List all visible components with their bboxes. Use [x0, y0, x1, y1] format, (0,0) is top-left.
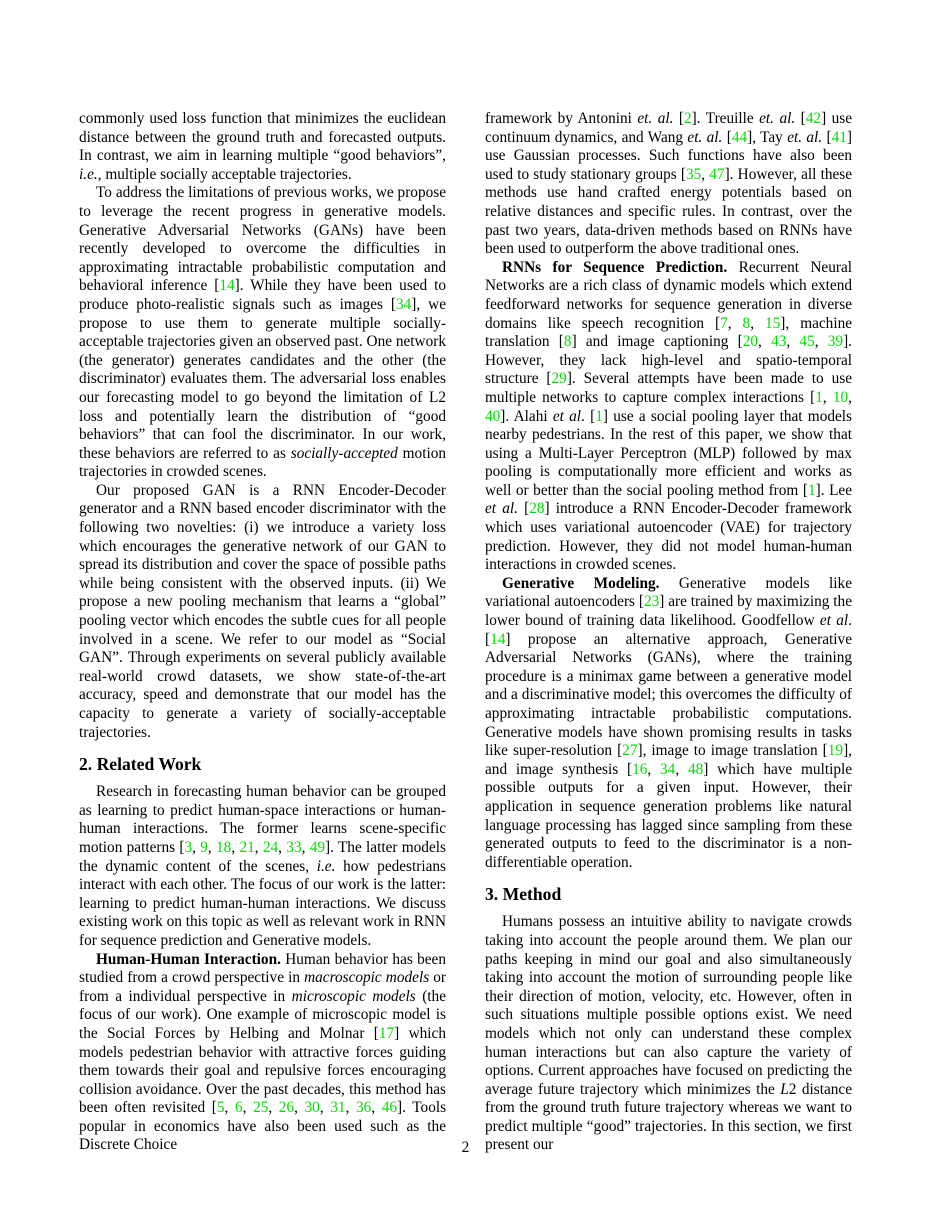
paragraph: Humans possess an intuitive ability to navigate crowds taking into account the people around them. We plan our paths keeping in mind our goal and also simultaneously taking into account the motion of surrounding people like their direction of motion, velocity, etc. However, often in such situations multiple possible options exist. We need models which not only can understand these complex human interactions but can also capture the variety of options. Current approaches have focused on predicting the average future trajectory which minimizes the L2 distance from the ground truth future trajectory whereas we want to predict multiple “good” trajectories. In this section, we first present our: [485, 913, 853, 1154]
citation-link[interactable]: 25: [253, 1099, 269, 1117]
bold-lead-in: Generative Modeling.: [502, 574, 660, 592]
italic-text: et. al.: [687, 128, 723, 146]
section-heading: 2. Related Work: [79, 754, 202, 775]
citation-link[interactable]: 41: [831, 128, 847, 146]
italic-text: et. al.: [637, 110, 674, 127]
citation-link[interactable]: 43: [771, 333, 787, 351]
italic-text: et al.: [485, 500, 518, 518]
citation-link[interactable]: 16: [632, 760, 648, 778]
citation-link[interactable]: 46: [381, 1099, 398, 1117]
citation-link[interactable]: 8: [742, 314, 751, 332]
citation-link[interactable]: 14: [219, 277, 235, 295]
italic-text: L: [780, 1080, 789, 1098]
citation-link[interactable]: 33: [286, 838, 302, 856]
citation-link[interactable]: 48: [687, 760, 704, 778]
citation-link[interactable]: 19: [827, 742, 844, 760]
citation-link[interactable]: 9: [200, 838, 208, 856]
citation-link[interactable]: 23: [643, 593, 660, 611]
citation-link[interactable]: 1: [815, 388, 823, 406]
citation-link[interactable]: 10: [832, 388, 849, 406]
citation-link[interactable]: 44: [731, 128, 748, 146]
page-number: 2: [461, 1139, 470, 1156]
citation-link[interactable]: 24: [262, 838, 279, 856]
citation-link[interactable]: 49: [309, 838, 326, 856]
citation-link[interactable]: 17: [378, 1024, 395, 1042]
citation-link[interactable]: 29: [551, 370, 567, 388]
italic-text: et al: [552, 407, 582, 425]
citation-link[interactable]: 34: [396, 295, 412, 313]
italic-text: et. al.: [787, 128, 823, 146]
two-column-layout: [79, 110, 852, 1155]
italic-text: microscopic models: [291, 987, 416, 1005]
paragraph: commonly used loss function that minimizes the euclidean distance between the ground truth and forecasted outputs. In contrast, we aim in learning multiple “good behaviors”, i.e., multiple socially acceptable trajectories.: [79, 110, 446, 183]
italic-text: socially-accepted: [290, 444, 398, 462]
citation-link[interactable]: 47: [709, 165, 725, 183]
citation-link[interactable]: 28: [529, 500, 545, 518]
citation-link[interactable]: 6: [234, 1099, 243, 1117]
citation-link[interactable]: 18: [216, 838, 232, 856]
paragraph: RNNs for Sequence Prediction. Recurrent Neural Networks are a rich class of dynamic models which extend feedforward networks for sequence generation in diverse domains like speech recognition [7, 8, 15], machine translation [8] and image captioning [20, 43, 45, 39]. However, they lack high-level and spatio-temporal structure [29]. Several attempts have been made to use multiple networks to capture complex interactions [1, 10, 40]. Alahi et al. [1] use a social pooling layer that models nearby pedestrians. In the rest of this paper, we show that using a Multi-Layer Perceptron (MLP) followed by max pooling is computationally more efficient and works as well or better than the social pooling method from [1]. Lee et al. [28] introduce a RNN Encoder-Decoder framework which uses variational autoencoder (VAE) for trajectory prediction. However, they did not model human-human interactions in crowded scenes.: [485, 258, 853, 574]
citation-link[interactable]: 34: [660, 760, 676, 778]
citation-link[interactable]: 14: [490, 630, 506, 648]
citation-link[interactable]: 39: [827, 333, 844, 351]
citation-link[interactable]: 21: [239, 838, 255, 856]
italic-text: macroscopic models: [304, 969, 430, 987]
citation-link[interactable]: 1: [807, 481, 816, 499]
paragraph: framework by Antonini et. al. [2]. Treuille et. al. [42] use continuum dynamics, and Wang et. al. [44], Tay et. al. [41] use Gaussian processes. Such functions have also been used to study stationary groups [35, 47]. However, all these methods use hand crafted energy potentials based on relative distances and specific rules. In contrast, over the past two years, data-driven methods based on RNNs have been used to outperform the above traditional ones.: [485, 110, 853, 258]
bold-lead-in: Human-Human Interaction.: [96, 950, 281, 968]
italic-text: i.e.: [79, 165, 98, 183]
citation-link[interactable]: 45: [799, 333, 815, 351]
paragraph: Research in forecasting human behavior can be grouped as learning to predict human-space interactions or human-human interactions. The former learns scene-specific motion patterns [3, 9, 18, 21, 24, 33, 49]. The latter models the dynamic content of the scenes, i.e. how pedestrians interact with each other. The focus of our work is the latter: learning to predict human-human interactions. We discuss existing work on this topic as well as relevant work in RNN for sequence prediction and Generative models.: [79, 783, 446, 949]
paragraph: Human-Human Interaction. Human behavior has been studied from a crowd perspective in macroscopic models or from a individual perspective in microscopic models (the focus of our work). One example of microscopic model is the Social Forces by Helbing and Molnar [17] which models pedestrian behavior with attractive forces guiding them towards their goal and repulsive forces encouraging collision avoidance. Over the past decades, this method has been often revisited [5, 6, 25, 26, 30, 31, 36, 46]. Tools popular in economics have also been used such as the Discrete Choice: [79, 950, 447, 1154]
paragraph: Generative Modeling. Generative models like variational autoencoders [23] are trained by maximizing the lower bound of training data likelihood. Goodfellow et al. [14] propose an alternative approach, Generative Adversarial Networks (GANs), where the training procedure is a minimax game between a generative model and a discriminative model; this overcomes the difficulty of approximating intractable probabilistic computations. Generative models have shown promising results in tasks like super-resolution [27], image to image translation [19], and image synthesis [16, 34, 48] which have multiple possible outputs for a given input. However, their application in sequence generation problems like natural language processing has lagged since sampling from these generated outputs to feed to the discriminator is a non-differentiable operation.: [485, 574, 853, 871]
italic-text: et. al.: [759, 110, 796, 127]
citation-link[interactable]: 15: [765, 314, 781, 332]
citation-link[interactable]: 27: [622, 742, 638, 760]
citation-link[interactable]: 7: [720, 314, 728, 332]
citation-link[interactable]: 8: [563, 333, 572, 351]
paragraph: Our proposed GAN is a RNN Encoder-Decoder generator and a RNN based encoder discriminator with the following two novelties: (i) we introduce a variety loss which encourages the generative network of our GAN to spread its distribution and cover the space of possible paths while being consistent with the observed inputs. (ii) We propose a new pooling mechanism that learns a “global” pooling vector which encodes the subtle cues for all people involved in a scene. We refer to our model as “Social GAN”. Through experiments on several publicly available real-world crowd datasets, we show state-of-the-art accuracy, speed and demonstrate that our model has the capacity to generate a variety of socially-acceptable trajectories.: [79, 481, 446, 741]
citation-link[interactable]: 31: [330, 1099, 346, 1117]
italic-text: et al: [819, 612, 849, 630]
italic-text: i.e.: [316, 857, 336, 875]
right-column: [485, 110, 852, 1155]
section-heading: 3. Method: [485, 884, 562, 905]
citation-link[interactable]: 5: [216, 1099, 225, 1117]
paragraph: To address the limitations of previous works, we propose to leverage the recent progress in generative models. Generative Adversarial Networks (GANs) have been recently developed to overcome the difficulties in approximating intractable probabilistic computation and behavioral inference [14]. While they have been used to produce photo-realistic signals such as images [34], we propose to use them to generate multiple socially-acceptable trajectories given an observed past. One network (the generator) generates candidates and the other (the discriminator) evaluates them. The adversarial loss enables our forecasting model to go beyond the limitation of L2 loss and potentially learn the distribution of “good behaviors” that can fool the discriminator. In our work, these behaviors are referred to as socially-accepted motion trajectories in crowded scenes.: [79, 184, 446, 481]
citation-link[interactable]: 3: [184, 838, 193, 856]
left-column: [79, 110, 446, 1155]
citation-link[interactable]: 1: [595, 407, 603, 425]
citation-link[interactable]: 42: [805, 110, 822, 127]
citation-link[interactable]: 35: [685, 165, 702, 183]
citation-link[interactable]: 40: [485, 407, 501, 425]
citation-link[interactable]: 36: [356, 1099, 372, 1117]
citation-link[interactable]: 30: [304, 1099, 320, 1117]
citation-link[interactable]: 20: [742, 333, 758, 351]
bold-lead-in: RNNs for Sequence Prediction.: [502, 258, 728, 276]
citation-link[interactable]: 26: [278, 1099, 295, 1117]
citation-link[interactable]: 2: [684, 110, 692, 127]
